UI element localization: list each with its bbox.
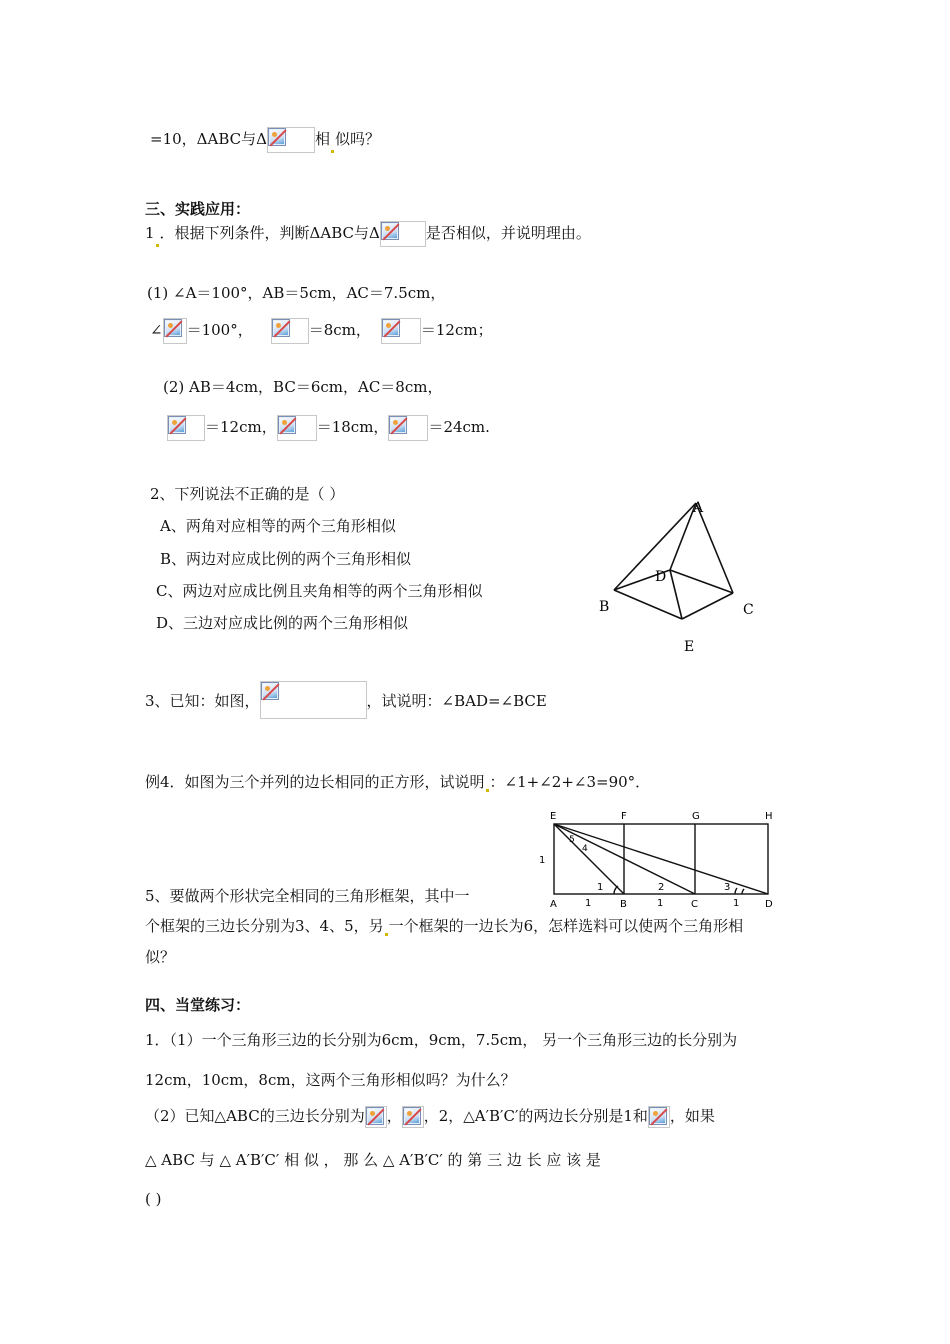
label-b: B: [620, 899, 627, 910]
broken-image-icon: [261, 682, 279, 700]
broken-image-icon: [382, 319, 400, 337]
text: ：∠1+∠2+∠3=90°．: [489, 773, 651, 791]
broken-image-icon: [272, 319, 290, 337]
label-d: D: [655, 569, 667, 585]
line-similarity-question: [150, 127, 380, 153]
label-b: B: [599, 599, 610, 615]
condition-2-values: [167, 415, 490, 441]
formula-image: [167, 415, 205, 441]
answer-blank: ( ): [145, 1190, 162, 1208]
label-d: D: [765, 899, 773, 910]
question-3: [145, 685, 547, 719]
formula-image: [402, 1106, 424, 1128]
formula-image: [365, 1106, 387, 1128]
label-c: C: [743, 602, 754, 618]
broken-image-icon: [168, 416, 186, 434]
text: 相: [314, 130, 330, 148]
condition-1-values: [150, 318, 493, 344]
text: ＝8cm，: [308, 321, 371, 339]
broken-image-icon: [278, 416, 296, 434]
exercise-1-part2-line2: △ ABC 与 △ A′B′C′ 相 似 ， 那 么 △ A′B′C′ 的 第 三 边 长 应 该 是: [145, 1151, 601, 1169]
text: ＝12cm，: [205, 418, 277, 436]
label-a: A: [693, 500, 704, 516]
option-c: C、两边对应成比例且夹角相等的两个三角形相似: [156, 582, 483, 600]
label-g: G: [692, 811, 700, 822]
text: ＝12cm；: [420, 321, 493, 339]
broken-image-icon: [381, 222, 399, 240]
text: 个框架的三边长分别为3、4、5，另: [145, 917, 384, 935]
text: ，试说明：∠BAD=∠BCE: [366, 692, 547, 710]
broken-image-icon: [649, 1107, 667, 1125]
broken-image-icon: [389, 416, 407, 434]
angle-label-2: 2: [658, 882, 665, 893]
text: ＝24cm.: [428, 418, 490, 436]
formula-image: [267, 127, 315, 153]
broken-image-icon: [403, 1107, 421, 1125]
angle-symbol: ∠: [150, 321, 163, 339]
section-heading-practice: 三、实践应用：: [145, 200, 251, 218]
text: 例4．如图为三个并列的边长相同的正方形，试说明: [145, 773, 485, 791]
condition-2: (2) AB＝4cm，BC＝6cm，AC＝8cm，: [163, 378, 443, 396]
text: ，如果: [669, 1107, 715, 1125]
inner-label: 4: [582, 844, 588, 854]
side-length-label: 1: [539, 855, 546, 866]
broken-image-icon: [164, 319, 182, 337]
question-number: 1: [145, 224, 155, 242]
section-heading-exercise: 四、当堂练习：: [145, 996, 251, 1014]
angle-label-3: 3: [724, 882, 731, 893]
formula-image: [388, 415, 428, 441]
formula-image: [381, 318, 421, 344]
label-h: H: [765, 811, 773, 822]
exercise-1-part2-line1: [145, 1106, 715, 1128]
question-1: [145, 221, 591, 247]
exercise-1-part1-line2: 12cm，10cm，8cm，这两个三角形相似吗？为什么？: [145, 1071, 516, 1089]
label-c: C: [691, 899, 698, 910]
angle-label-1: 1: [597, 882, 604, 893]
formula-image: [648, 1106, 670, 1128]
broken-image-icon: [366, 1107, 384, 1125]
option-a: A、两角对应相等的两个三角形相似: [160, 517, 396, 535]
question-text: 是否相似，并说明理由。: [425, 224, 591, 242]
segment-label: 1: [657, 898, 664, 909]
formula-image: [163, 318, 187, 344]
segment-label: 1: [585, 898, 592, 909]
option-d: D、三边对应成比例的两个三角形相似: [156, 614, 409, 632]
label-a: A: [550, 899, 557, 910]
text: （2）已知△ABC的三边长分别为: [145, 1107, 365, 1125]
label-f: F: [621, 811, 627, 822]
example-4: [145, 772, 650, 792]
inner-label: 5: [569, 835, 575, 845]
option-b: B、两边对应成比例的两个三角形相似: [160, 550, 412, 568]
question-5-line1: 5、要做两个形状完全相同的三角形框架，其中一: [145, 887, 470, 905]
formula-image: [277, 415, 317, 441]
formula-image: [271, 318, 309, 344]
label-e: E: [684, 639, 695, 655]
text: ，2，△A′B′C′的两边长分别是1和: [423, 1107, 648, 1125]
question-5-line3: 似？: [145, 948, 176, 966]
segment-label: 1: [733, 898, 740, 909]
condition-1: (1) ∠A＝100°，AB＝5cm，AC＝7.5cm，: [147, 284, 446, 302]
label-e: E: [550, 811, 557, 822]
text: 一个框架的一边长为6，怎样选料可以使两个三角形相: [388, 917, 744, 935]
text: ，: [386, 1107, 402, 1125]
text: 3、已知：如图，: [145, 692, 260, 710]
formula-image: [380, 221, 426, 247]
question-text: ．根据下列条件，判断ΔABC与Δ: [159, 224, 380, 242]
text: ＝100°，: [186, 321, 253, 339]
formula-image: [260, 681, 367, 719]
text: =10，ΔABC与Δ: [150, 130, 267, 148]
question-5-line2: [145, 916, 743, 936]
three-squares-figure: [530, 806, 780, 910]
pyramid-figure: [590, 495, 765, 660]
text: 似吗？: [334, 130, 380, 148]
broken-image-icon: [268, 128, 286, 146]
exercise-1-part1-line1: 1．（1）一个三角形三边的长分别为6cm，9cm，7.5cm， 另一个三角形三边的长分别为: [145, 1031, 738, 1049]
text: ＝18cm，: [316, 418, 389, 436]
question-2: 2、下列说法不正确的是（ ）: [150, 485, 345, 503]
